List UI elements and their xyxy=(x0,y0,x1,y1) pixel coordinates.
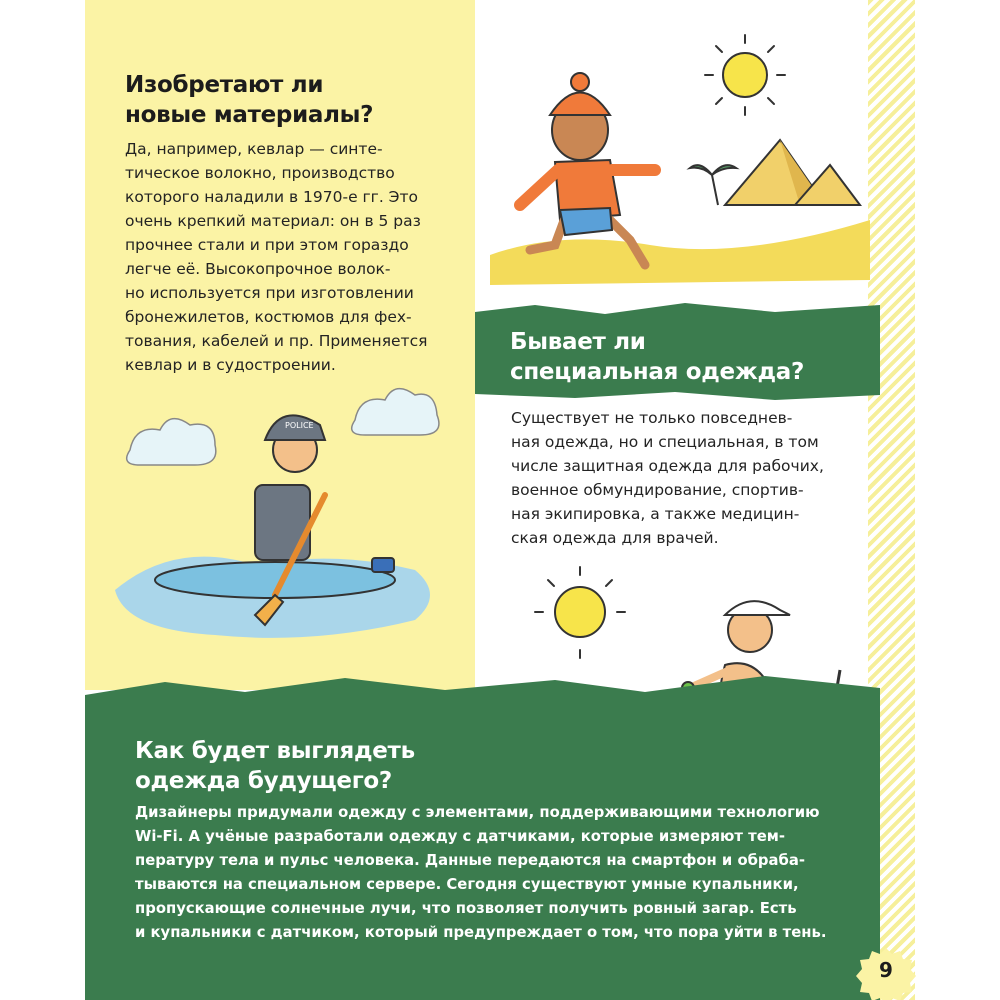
runner-desert-illustration xyxy=(480,40,880,300)
cloud-icon xyxy=(352,389,439,435)
police-officer-figure xyxy=(255,415,325,560)
heading-future-clothing: Как будет выглядеть одежда будущего? xyxy=(135,738,415,794)
police-paddle-illustration xyxy=(115,380,455,640)
running-girl-figure xyxy=(520,73,655,265)
sun-icon xyxy=(535,567,625,658)
body-new-materials: Да, например, кевлар — синте- тическое волокно, производство которого наладили в 1970-е гг. Это очень крепкий материал: он в 5 раз прочнее стали и при этом гораздо легче её. Высокопрочное волок- но используется при изготовлении бронежилетов, костюмов для фех- тования, кабелей и пр. Применяется кевлар и в судостроении. xyxy=(125,140,428,374)
body-future-clothing: Дизайнеры придумали одежду с элементами, поддерживающими технологию Wi-Fi. А учёные разработали одежду с датчиками, которые измеряют тем- пературу тела и пульс человека. Данные передаются на смартфон и обраба- тываются на специальном сервере. Сегодня существуют умные купальники, пропускающие солнечные лучи, что позволяет получить ровный загар. Есть и купальники с датчиком, который предупреждает о том, что пора уйти в тень. xyxy=(135,804,827,941)
page-number: 9 xyxy=(879,958,893,982)
pyramid-icon xyxy=(725,140,860,205)
cloud-icon xyxy=(127,419,216,465)
heading-new-materials: Изобретают ли новые материалы? xyxy=(125,72,374,128)
heading-special-clothing: Бывает ли специальная одежда? xyxy=(510,329,804,385)
body-special-clothing: Существует не только повседнев- ная одежда, но и специальная, в том числе защитная одежда для рабочих, военное обмундирование, спортив- ная экипировка, а также медицин- ская одежда для врачей. xyxy=(511,409,824,547)
siren-light-icon xyxy=(372,558,394,572)
sun-icon xyxy=(705,35,785,115)
police-badge-text: POLICE xyxy=(285,421,314,430)
